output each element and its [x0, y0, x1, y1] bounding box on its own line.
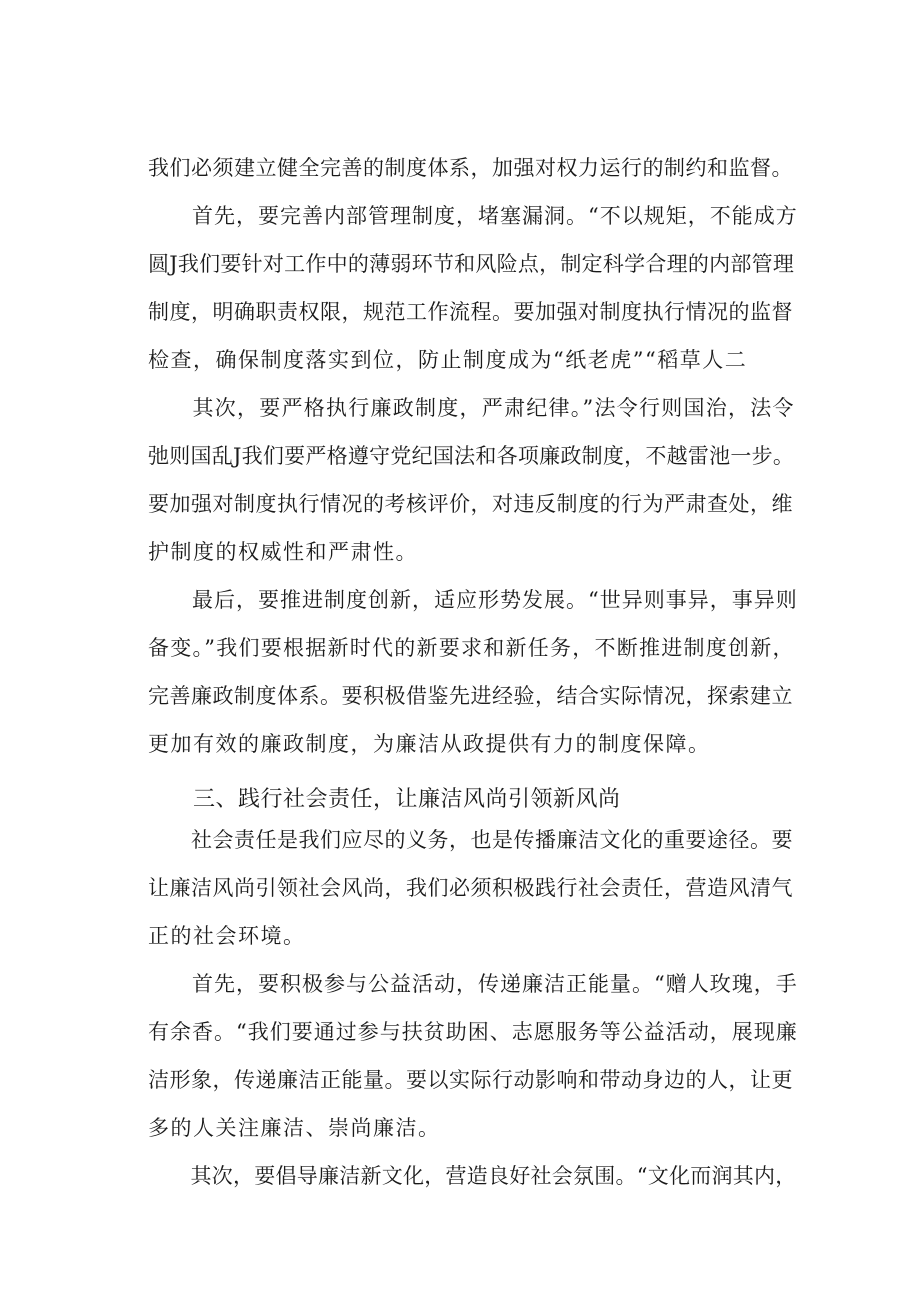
text-line: 有余香。“我们要通过参与扶贫助困、志愿服务等公益活动，展现廉	[148, 1020, 798, 1044]
text-line: 其次，要倡导廉洁新文化，营造良好社会氛围。“文化而润其内，	[148, 1164, 797, 1188]
section-heading: 三、践行社会责任，让廉洁风尚引领新风尚	[148, 787, 621, 812]
text-line: 洁形象，传递廉洁正能量。要以实际行动影响和带动身边的人，让更	[148, 1068, 793, 1092]
text-line: 首先，要积极参与公益活动，传递廉洁正能量。“赠人玫瑰，手	[148, 972, 798, 996]
text-line: 我们必须建立健全完善的制度体系，加强对权力运行的制约和监督。	[148, 156, 793, 180]
text-line: 让廉洁风尚引领社会风尚，我们必须积极践行社会责任，营造风清气	[148, 876, 793, 900]
text-line: 护制度的权威性和严肃性。	[148, 540, 418, 564]
text-line: 其次，要严格执行廉政制度，严肃纪律。”法令行则国治，法令	[148, 396, 795, 420]
text-line: 备变。”我们要根据新时代的新要求和新任务，不断推进制度创新，	[148, 636, 795, 660]
text-line: 首先，要完善内部管理制度，堵塞漏洞。“不以规矩，不能成方	[148, 204, 798, 228]
text-line: 社会责任是我们应尽的义务，也是传播廉洁文化的重要途径。要	[148, 828, 793, 852]
text-line: 正的社会环境。	[148, 924, 306, 948]
text-line: 制度，明确职责权限，规范工作流程。要加强对制度执行情况的监督	[148, 300, 793, 324]
text-line: 检查，确保制度落实到位，防止制度成为“纸老虎”“稻草人二	[148, 348, 748, 372]
text-line: 最后，要推进制度创新，适应形势发展。“世异则事异，事异则	[148, 588, 798, 612]
text-line: 圆J我们要针对工作中的薄弱环节和风险点，制定科学合理的内部管理	[148, 252, 795, 276]
text-line: 更加有效的廉政制度，为廉洁从政提供有力的制度保障。	[148, 732, 711, 756]
text-line: 完善廉政制度体系。要积极借鉴先进经验，结合实际情况，探索建立	[148, 684, 793, 708]
text-line: 弛则国乱J我们要严格遵守党纪国法和各项廉政制度，不越雷池一步。	[148, 444, 795, 468]
text-line: 多的人关注廉洁、崇尚廉洁。	[148, 1116, 441, 1140]
document-body	[148, 158, 800, 1214]
text-line: 要加强对制度执行情况的考核评价，对违反制度的行为严肃查处，维	[148, 492, 793, 516]
